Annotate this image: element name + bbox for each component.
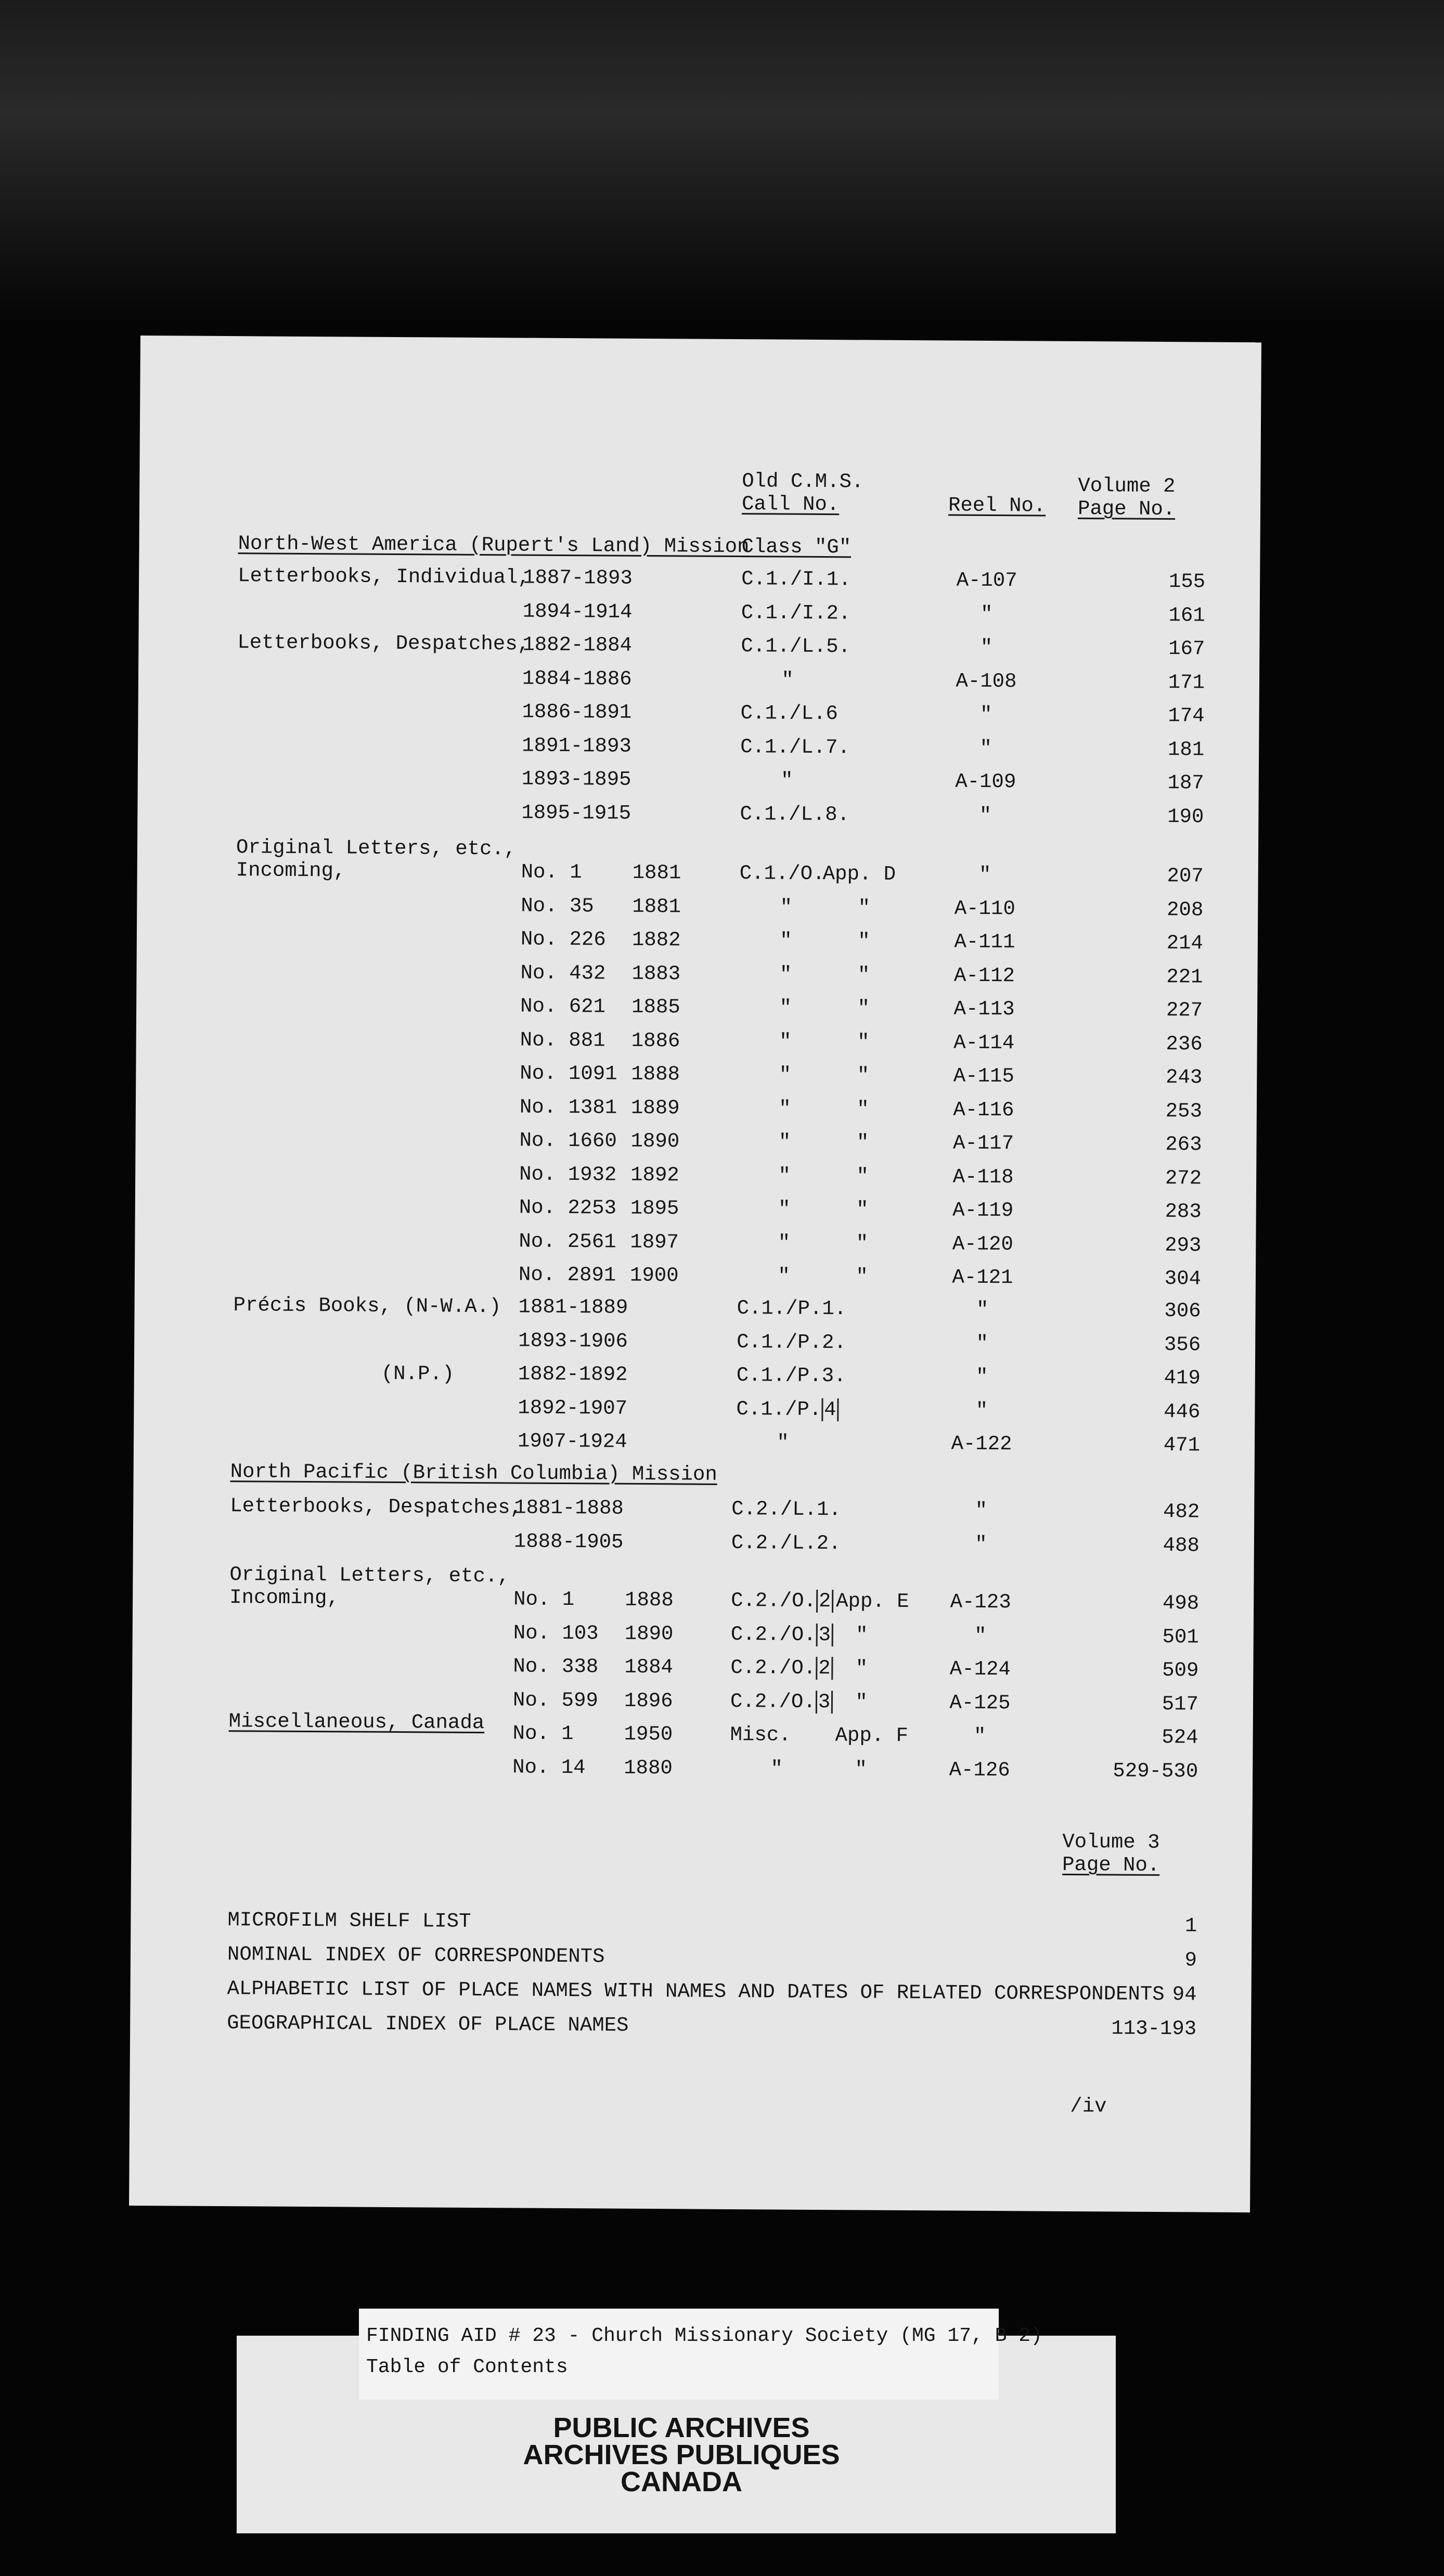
call-no-prefix: C.2./O. <box>730 1656 816 1680</box>
class-label: Class "G" <box>741 535 852 559</box>
row-page-no: 161 <box>1168 604 1205 627</box>
section-title-np: North Pacific (British Columbia) Mission <box>230 1460 717 1486</box>
row-years: 1881-1889 <box>518 1295 628 1319</box>
row-appendix: " <box>858 896 871 920</box>
call-no-box: 4 <box>821 1398 839 1421</box>
vol3-item-label: ALPHABETIC LIST OF PLACE NAMES WITH NAMES AND DATES OF RELATED CORRESPONDENTS <box>227 1977 1165 2006</box>
row-reel-no: " <box>976 1332 989 1355</box>
row-year: 1890 <box>624 1622 674 1646</box>
row-page-no: 283 <box>1165 1200 1202 1223</box>
row-reel-no: A-117 <box>952 1131 1014 1155</box>
row-letter-no: No. 14 <box>512 1756 586 1780</box>
row-call-no: C.1./O. <box>739 862 825 886</box>
row-appendix: " <box>855 1691 868 1714</box>
row-years: 1882-1884 <box>522 633 633 657</box>
row-letter-no: No. 1 <box>513 1588 575 1612</box>
row-letter-no: No. 881 <box>520 1028 605 1052</box>
row-years: 1907-1924 <box>517 1429 627 1453</box>
row-letter-no: No. 2253 <box>519 1196 617 1220</box>
row-reel-no: A-120 <box>952 1232 1014 1256</box>
row-appendix: App. E <box>836 1590 909 1614</box>
label-precis-books: Précis Books, (N-W.A.) <box>233 1294 501 1319</box>
row-call-no: Misc. <box>730 1723 791 1747</box>
row-page-no: 227 <box>1166 999 1203 1022</box>
row-call-no: " <box>779 1097 791 1120</box>
row-reel-no: " <box>979 703 992 727</box>
row-reel-no: A-122 <box>951 1432 1012 1456</box>
row-reel-no: A-109 <box>955 770 1016 794</box>
row-call-no: C.1./I.2. <box>741 601 851 625</box>
call-no-box: 3 <box>816 1691 833 1714</box>
row-page-no: 208 <box>1166 898 1204 922</box>
row-year: 1889 <box>630 1096 680 1120</box>
row-reel-no: A-115 <box>953 1064 1014 1088</box>
row-letter-no: No. 1381 <box>519 1096 617 1119</box>
label-np-letterbooks: Letterbooks, Despatches, <box>230 1495 523 1519</box>
row-page-no: 306 <box>1164 1299 1201 1323</box>
row-page-no: 304 <box>1164 1267 1202 1291</box>
row-call-no <box>731 1589 834 1613</box>
row-call-no: C.2./L.1. <box>731 1497 842 1522</box>
vol3-item-page: 9 <box>1184 1949 1197 1972</box>
row-appendix: " <box>856 1265 868 1289</box>
row-appendix: " <box>855 1758 868 1781</box>
row-year: 1883 <box>631 962 681 986</box>
row-year: 1897 <box>630 1230 679 1254</box>
row-reel-no: " <box>974 1532 987 1556</box>
call-no-box: 2 <box>816 1590 834 1613</box>
scanner-background <box>0 0 1444 323</box>
header-reel-no: Reel No. <box>948 494 1046 518</box>
row-call-no: C.1./L.5. <box>741 635 851 659</box>
vol3-item-label: MICROFILM SHELF LIST <box>227 1909 471 1933</box>
row-call-no: " <box>780 769 793 792</box>
finding-aid-title: FINDING AID # 23 - Church Missionary Society (MG 17, B 2) <box>366 2325 1042 2347</box>
row-page-no: 471 <box>1163 1434 1201 1457</box>
row-reel-no: A-123 <box>950 1590 1011 1614</box>
archives-name-en: PUBLIC ARCHIVES <box>553 2412 810 2443</box>
row-years: 1888-1905 <box>513 1530 624 1554</box>
row-call-no: " <box>780 896 793 919</box>
row-call-no: C.1./L.6 <box>740 702 838 726</box>
row-year: 1885 <box>631 995 680 1019</box>
label-np: (N.P.) <box>381 1362 455 1386</box>
row-year: 1950 <box>624 1722 673 1746</box>
row-page-no: 509 <box>1162 1659 1199 1682</box>
row-call-no: C.1./L.7. <box>740 736 850 759</box>
row-year: 1881 <box>632 895 681 919</box>
row-letter-no: No. 2891 <box>518 1263 616 1287</box>
row-reel-no: " <box>979 804 992 828</box>
row-year: 1884 <box>624 1655 674 1679</box>
row-years: 1894-1914 <box>522 600 633 624</box>
row-letter-no: No. 2561 <box>519 1230 616 1254</box>
label-incoming: Incoming, <box>236 859 346 883</box>
call-no-box: 3 <box>816 1624 833 1646</box>
row-page-no: 529-530 <box>1113 1759 1198 1783</box>
row-page-no: 293 <box>1164 1234 1202 1257</box>
row-appendix: App. F <box>835 1724 909 1748</box>
row-call-no <box>736 1397 839 1422</box>
row-call-no: " <box>779 1030 792 1053</box>
row-years: 1884-1886 <box>522 667 632 691</box>
row-appendix: " <box>857 1031 870 1054</box>
row-year: 1896 <box>624 1689 673 1713</box>
row-reel-no: A-114 <box>953 1031 1015 1055</box>
row-year: 1886 <box>631 1029 680 1053</box>
row-year: 1890 <box>630 1129 680 1153</box>
row-letter-no: No. 1932 <box>519 1163 617 1187</box>
header-volume3: Volume 3 <box>1062 1830 1160 1854</box>
vol3-item-label: NOMINAL INDEX OF CORRESPONDENTS <box>227 1943 605 1968</box>
row-reel-no: " <box>978 863 991 887</box>
row-call-no: " <box>770 1757 783 1781</box>
finding-aid-label <box>359 2309 1042 2400</box>
row-call-no: C.1./P.1. <box>737 1297 847 1321</box>
row-reel-no: " <box>980 602 993 626</box>
call-no-prefix: C.2./O. <box>730 1690 816 1714</box>
row-appendix: " <box>856 1232 869 1255</box>
row-call-no <box>730 1656 833 1680</box>
row-years: 1895-1915 <box>521 801 631 825</box>
row-years: 1881-1888 <box>514 1496 624 1520</box>
call-no-box: 2 <box>816 1657 833 1680</box>
row-letter-no: No. 35 <box>521 894 594 918</box>
row-reel-no: " <box>975 1499 988 1522</box>
section-title-nwa: North-West America (Rupert's Land) Mission <box>238 532 750 559</box>
row-letter-no: No. 1 <box>512 1722 574 1746</box>
row-appendix: " <box>856 1198 869 1221</box>
row-reel-no: A-116 <box>953 1098 1014 1122</box>
row-page-no: 501 <box>1162 1626 1199 1649</box>
finding-aid-subtitle: Table of Contents <box>366 2356 568 2378</box>
row-call-no: " <box>778 1231 791 1255</box>
row-page-no: 171 <box>1168 671 1205 694</box>
row-letter-no: No. 1660 <box>519 1129 617 1153</box>
call-no-prefix: C.2./O. <box>731 1589 817 1613</box>
header-call-no: Call No. <box>741 493 840 517</box>
row-call-no: C.1./I.1. <box>741 568 851 591</box>
row-call-no: " <box>778 1130 791 1154</box>
row-call-no: " <box>780 929 792 952</box>
row-year: 1900 <box>629 1264 679 1287</box>
row-letter-no: No. 103 <box>513 1621 599 1645</box>
row-year: 1892 <box>630 1163 679 1187</box>
vol3-item-label: GEOGRAPHICAL INDEX OF PLACE NAMES <box>227 2012 629 2037</box>
row-reel-no: " <box>976 1298 989 1321</box>
row-page-no: 190 <box>1167 805 1204 829</box>
row-year: 1888 <box>631 1062 680 1086</box>
row-call-no: " <box>778 1265 790 1288</box>
row-letter-no: No. 1091 <box>520 1062 617 1086</box>
row-page-no: 272 <box>1165 1167 1202 1190</box>
document-page <box>129 336 1261 2212</box>
row-appendix: " <box>856 1131 869 1154</box>
row-page-no: 517 <box>1162 1693 1199 1716</box>
row-page-no: 214 <box>1166 932 1204 955</box>
archives-country: CANADA <box>621 2466 742 2497</box>
row-appendix: " <box>857 1064 870 1087</box>
label-letterbooks-individual: Letterbooks, Individual, <box>238 564 531 589</box>
row-call-no <box>730 1690 833 1714</box>
row-call-no: " <box>781 668 794 692</box>
row-reel-no: A-118 <box>952 1165 1014 1189</box>
row-page-no: 187 <box>1167 771 1204 795</box>
row-call-no: C.2./L.2. <box>731 1531 841 1555</box>
row-page-no: 419 <box>1164 1367 1201 1390</box>
row-year: 1880 <box>624 1756 673 1780</box>
label-letterbooks-despatches: Letterbooks, Despatches, <box>237 631 530 656</box>
row-reel-no: A-111 <box>954 930 1015 954</box>
row-reel-no: A-107 <box>956 569 1017 593</box>
row-reel-no: " <box>973 1724 986 1748</box>
row-call-no: " <box>779 996 792 1020</box>
row-reel-no: A-121 <box>952 1266 1013 1290</box>
row-reel-no: A-124 <box>949 1657 1011 1681</box>
row-call-no: C.1./P.2. <box>737 1331 846 1355</box>
row-page-no: 155 <box>1168 570 1206 594</box>
row-page-no: 446 <box>1164 1400 1201 1424</box>
row-years: 1887-1893 <box>523 566 633 590</box>
row-letter-no: No. 621 <box>520 995 606 1019</box>
row-appendix: " <box>856 1165 869 1188</box>
header-volume2: Volume 2 <box>1078 474 1176 498</box>
row-page-no: 253 <box>1165 1100 1203 1123</box>
label-original-letters: Original Letters, etc., <box>236 836 517 861</box>
row-year: 1881 <box>632 861 681 885</box>
label-misc-canada: Miscellaneous, Canada <box>228 1710 485 1735</box>
archives-name-fr: ARCHIVES PUBLIQUES <box>523 2439 840 2470</box>
row-reel-no: " <box>974 1624 987 1647</box>
row-page-no: 181 <box>1167 738 1205 762</box>
row-letter-no: No. 432 <box>520 961 606 985</box>
row-reel-no: A-108 <box>956 669 1017 693</box>
row-page-no: 482 <box>1163 1500 1200 1524</box>
page-marker: /iv <box>1070 2094 1107 2118</box>
row-page-no: 243 <box>1165 1066 1203 1089</box>
row-page-no: 263 <box>1165 1133 1202 1156</box>
row-reel-no: " <box>979 737 992 761</box>
row-page-no: 488 <box>1163 1534 1200 1557</box>
row-appendix: " <box>857 997 870 1020</box>
row-years: 1886-1891 <box>522 700 632 724</box>
row-appendix: " <box>855 1657 868 1680</box>
row-page-no: 236 <box>1166 1033 1203 1056</box>
row-appendix: " <box>858 930 870 953</box>
row-page-no: 174 <box>1168 704 1205 728</box>
row-year: 1888 <box>625 1588 674 1612</box>
row-year: 1895 <box>630 1196 679 1220</box>
row-reel-no: " <box>975 1365 988 1388</box>
row-reel-no: " <box>975 1399 988 1422</box>
row-years: 1891-1893 <box>522 734 631 758</box>
row-page-no: 498 <box>1162 1592 1200 1615</box>
row-appendix: " <box>855 1624 868 1647</box>
label-np-original-letters: Original Letters, etc., <box>229 1563 510 1588</box>
row-reel-no: " <box>980 636 993 660</box>
row-page-no: 207 <box>1167 865 1204 888</box>
row-call-no: " <box>778 1164 791 1188</box>
header-old-cms: Old C.M.S. <box>742 470 864 494</box>
row-appendix: " <box>857 1098 869 1121</box>
row-reel-no: A-119 <box>952 1199 1014 1222</box>
vol3-item-page: 113-193 <box>1111 2017 1197 2041</box>
row-year: 1882 <box>631 928 681 952</box>
row-letter-no: No. 226 <box>520 928 606 951</box>
row-call-no: C.1./P.3. <box>736 1364 846 1388</box>
row-call-no <box>731 1622 834 1647</box>
header-volume3-page: Page No. <box>1062 1853 1160 1877</box>
row-page-no: 221 <box>1166 965 1203 989</box>
row-call-no: " <box>779 1063 792 1087</box>
row-years: 1893-1895 <box>521 767 631 791</box>
row-appendix: App. D <box>822 862 896 886</box>
row-years: 1882-1892 <box>518 1362 628 1386</box>
row-letter-no: No. 338 <box>513 1655 599 1679</box>
row-letter-no: No. 1 <box>521 860 582 884</box>
row-reel-no: A-112 <box>953 964 1015 988</box>
row-call-no: " <box>779 963 792 986</box>
header-volume2-page: Page No. <box>1077 497 1176 521</box>
row-page-no: 524 <box>1162 1726 1198 1749</box>
row-call-no: " <box>777 1431 789 1454</box>
row-page-no: 167 <box>1168 637 1205 661</box>
vol3-item-page: 1 <box>1184 1914 1197 1938</box>
call-no-prefix: C.2./O. <box>730 1622 816 1646</box>
row-letter-no: No. 599 <box>512 1689 598 1712</box>
row-appendix: " <box>857 963 870 987</box>
call-no-prefix: C.1./P. <box>736 1398 822 1422</box>
vol3-item-page: 94 <box>1172 1983 1197 2006</box>
row-years: 1893-1906 <box>518 1329 628 1353</box>
row-call-no: " <box>778 1197 791 1221</box>
row-years: 1892-1907 <box>518 1396 628 1420</box>
row-reel-no: A-126 <box>949 1758 1010 1782</box>
row-call-no: C.1./L.8. <box>740 803 850 827</box>
row-reel-no: A-113 <box>953 997 1015 1021</box>
label-np-incoming: Incoming, <box>229 1586 339 1610</box>
row-reel-no: A-125 <box>949 1691 1011 1715</box>
row-page-no: 356 <box>1164 1333 1201 1357</box>
row-reel-no: A-110 <box>954 897 1015 921</box>
